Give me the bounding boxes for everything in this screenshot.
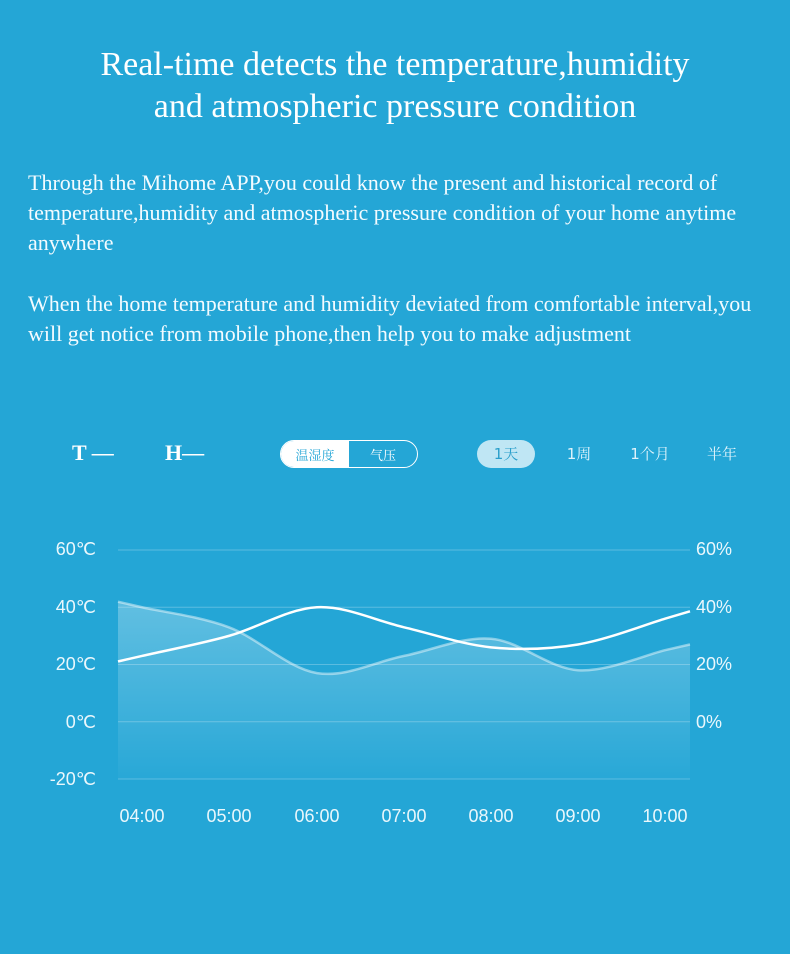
period-tab-1-month[interactable]: 1个月 bbox=[630, 445, 670, 463]
title-line-1: Real-time detects the temperature,humidity bbox=[100, 46, 690, 83]
period-tab-half-year[interactable]: 半年 bbox=[706, 445, 737, 463]
right-axis-tick: 0% bbox=[696, 712, 723, 732]
left-axis-tick: -20℃ bbox=[49, 769, 96, 789]
left-axis-tick: 0℃ bbox=[65, 712, 96, 732]
x-axis-tick: 05:00 bbox=[206, 806, 252, 826]
legend-temperature: T — bbox=[72, 440, 114, 465]
title-line-2: and atmospheric pressure condition bbox=[153, 88, 637, 125]
x-axis-tick: 10:00 bbox=[642, 806, 688, 826]
x-axis-tick: 09:00 bbox=[555, 806, 601, 826]
x-axis-tick: 04:00 bbox=[119, 806, 165, 826]
description-paragraph-1: Through the Mihome APP,you could know the present and historical record of temperature,humidity and atmospheric pressure condition of your home anytime anywhere bbox=[28, 170, 737, 255]
x-axis-tick: 08:00 bbox=[468, 806, 514, 826]
toggle-pressure[interactable]: 气压 bbox=[369, 448, 396, 464]
right-axis-tick: 60% bbox=[696, 539, 733, 559]
right-axis-tick: 20% bbox=[696, 654, 733, 674]
right-axis-tick: 40% bbox=[696, 597, 733, 617]
left-axis-tick: 60℃ bbox=[55, 539, 96, 559]
description-paragraph-2: When the home temperature and humidity deviated from comfortable interval,you will get notice from mobile phone,then help you to make adjustment bbox=[28, 291, 752, 346]
left-axis-tick: 20℃ bbox=[55, 654, 96, 674]
period-tab-1-day[interactable]: 1天 bbox=[477, 440, 535, 468]
x-axis-tick: 06:00 bbox=[294, 806, 340, 826]
legend-humidity: H— bbox=[165, 440, 205, 465]
x-axis-tick: 07:00 bbox=[381, 806, 427, 826]
period-tab-1-week[interactable]: 1周 bbox=[566, 445, 592, 463]
left-axis-tick: 40℃ bbox=[55, 597, 96, 617]
toggle-temp-humidity[interactable]: 温湿度 bbox=[281, 441, 349, 467]
